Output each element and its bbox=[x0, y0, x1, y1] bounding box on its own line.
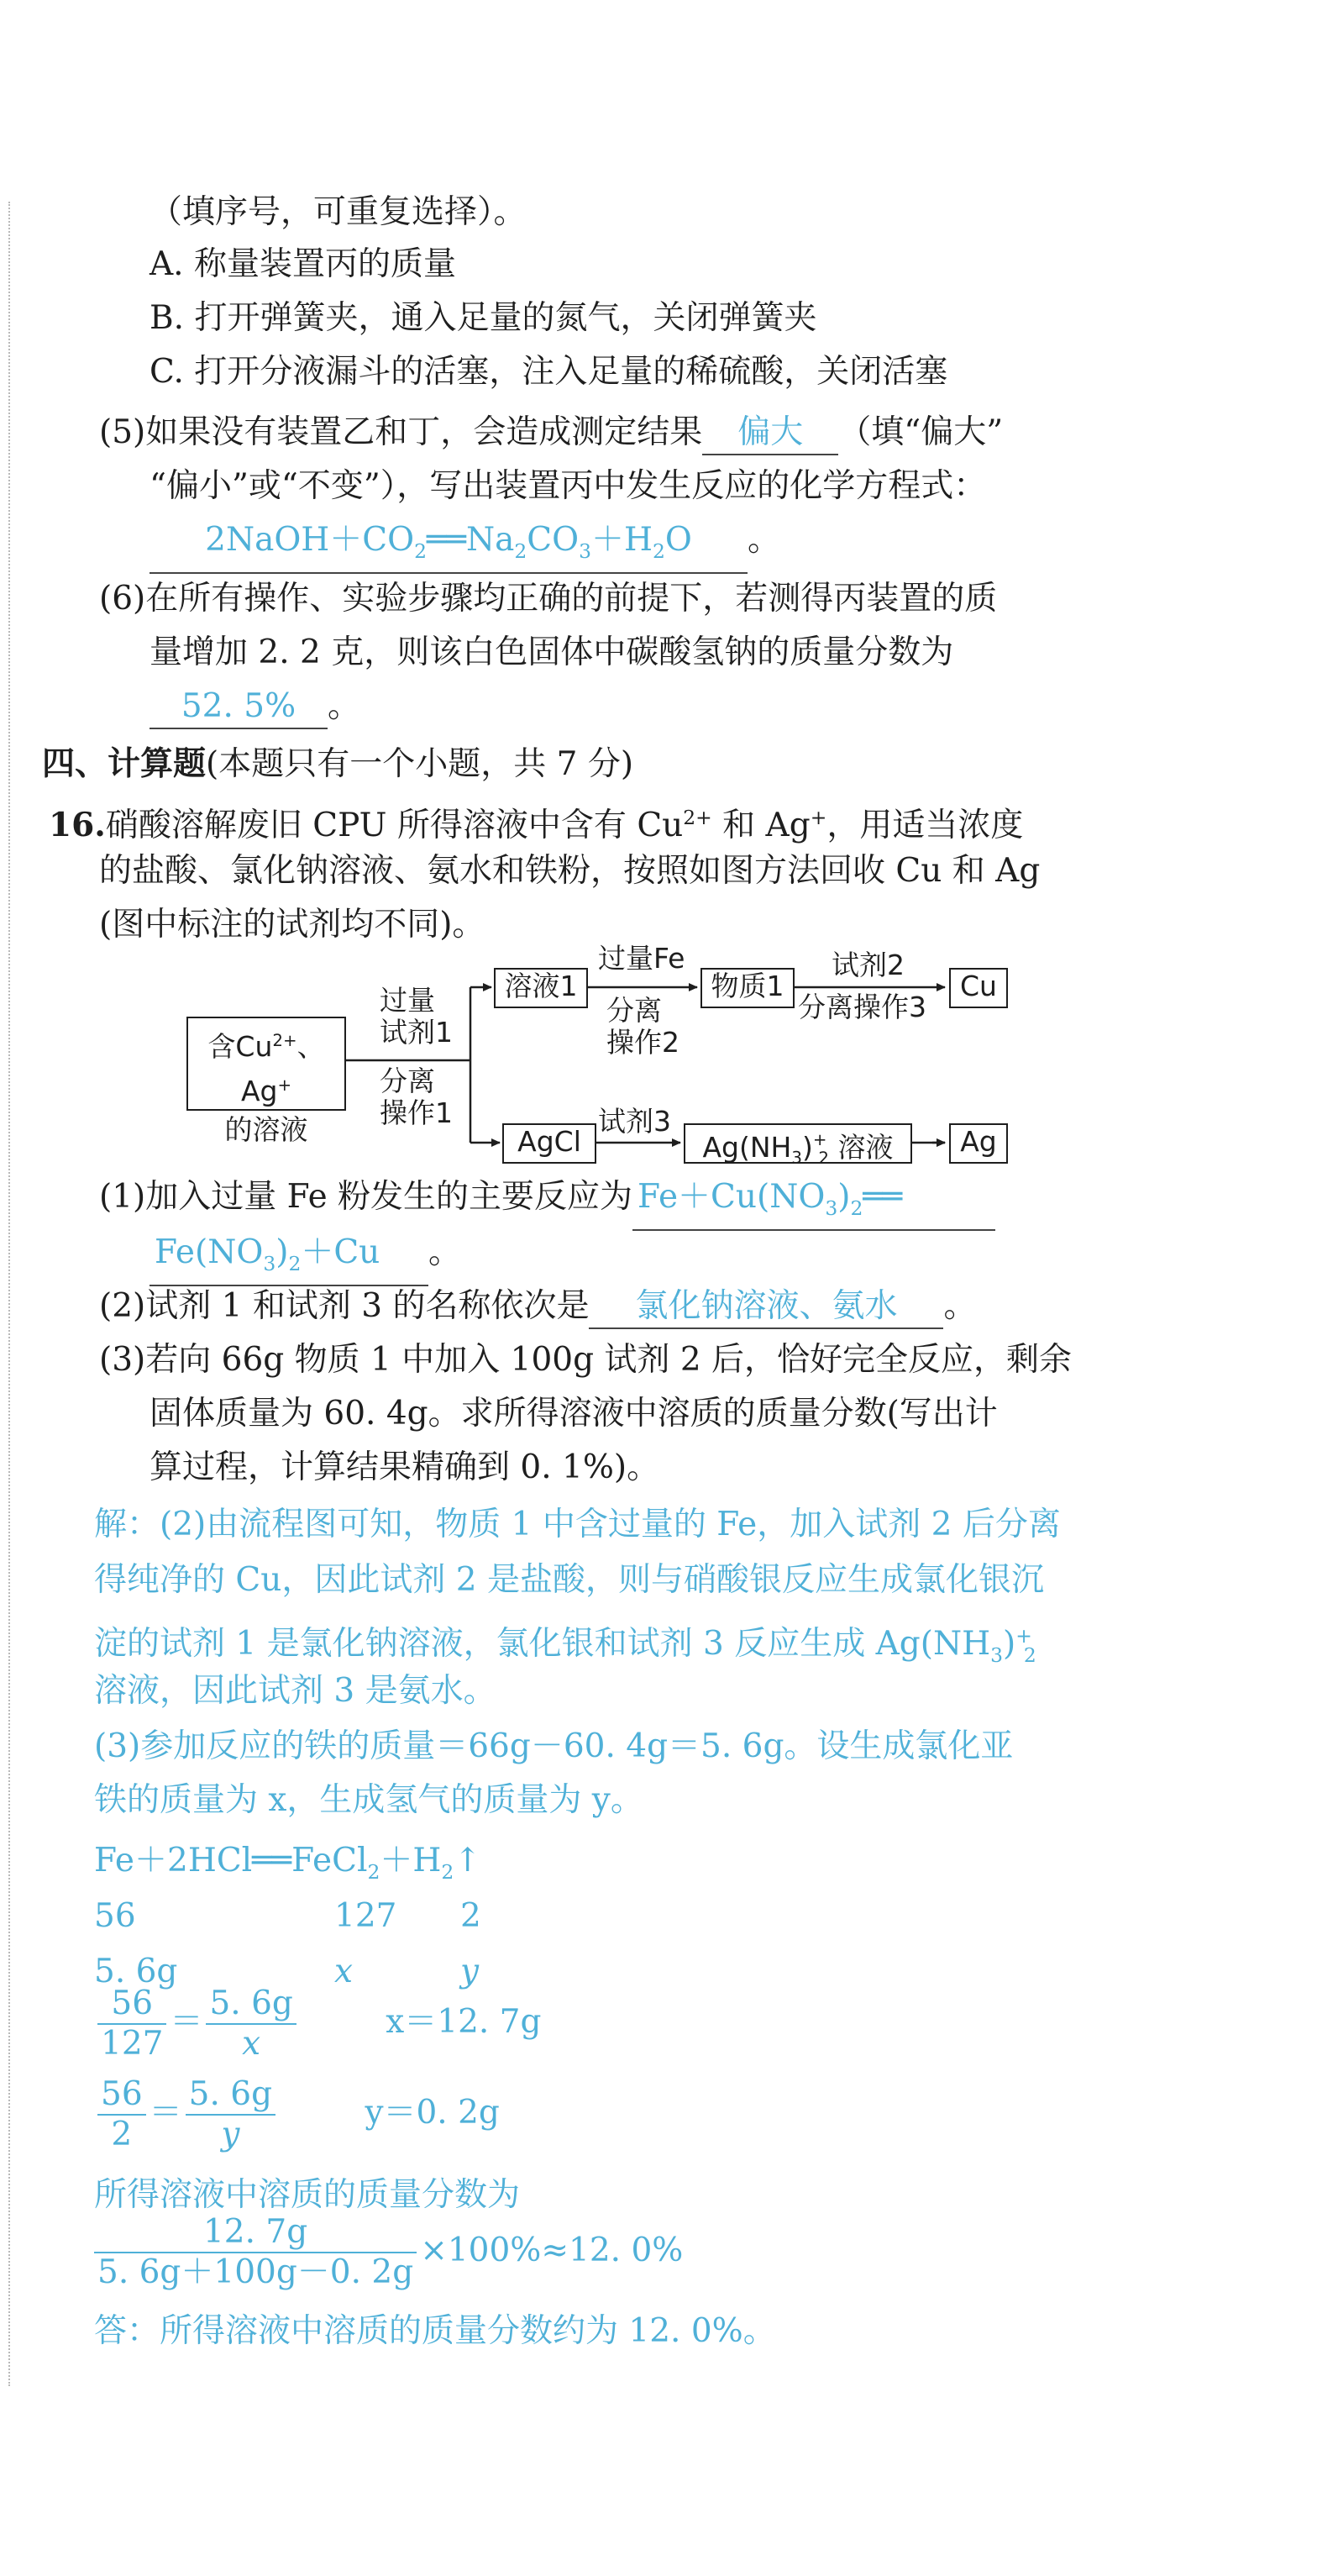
solution-line2: 得纯净的 Cu，因此试剂 2 是盐酸，则与硝酸银反应生成氯化银沉 bbox=[94, 1561, 1044, 1599]
label-reagent2: 试剂2 bbox=[832, 949, 905, 981]
q15-part6-line2: 量增加 2. 2 克，则该白色固体中碳酸氢钠的质量分数为 bbox=[150, 633, 954, 671]
label-operation2: 操作2 bbox=[606, 1026, 679, 1059]
answer-blank-6: 52. 5% bbox=[150, 686, 328, 729]
q16-part3-line1: (3)若向 66g 物质 1 中加入 100g 试剂 2 后，恰好完全反应，剩余 bbox=[99, 1341, 1073, 1379]
solution-equation: $Fe+2HCl══FeCl_2+H_2↑$ bbox=[94, 1842, 481, 1884]
label-operation1: 操作1 bbox=[380, 1096, 453, 1129]
final-fraction: $\frac{12. 7g}{5. 6g+100g-0. 2g}$ ×100%≈12. 0% bbox=[94, 2213, 683, 2292]
final-answer: 答：所得溶液中溶质的质量分数约为 12. 0%。 bbox=[94, 2312, 776, 2350]
section-heading: 四、计算题(本题只有一个小题，共 7 分) bbox=[42, 744, 634, 783]
label-reagent3: 试剂3 bbox=[598, 1105, 671, 1138]
label-separate-op3: 分离操作3 bbox=[798, 991, 926, 1023]
q15-part5-line1: (5)如果没有装置乙和丁，会造成测定结果 偏大 （填“偏大” bbox=[99, 412, 1003, 455]
answer-blank-equation: $2NaOH+CO_2══Na_2CO_3+H_2O$ bbox=[150, 519, 748, 574]
solution-line3: 淀的试剂 1 是氯化钠溶液，氯化银和试剂 3 反应生成 $Ag(NH_3)^+_2$ bbox=[94, 1624, 1036, 1667]
q15-part5-line2: “偏小”或“不变”），写出装置丙中发生反应的化学方程式： bbox=[150, 467, 987, 505]
answer-blank-1-cont: $Fe(NO_3)_2+Cu$ bbox=[150, 1232, 428, 1286]
var-y: y bbox=[460, 1953, 480, 1990]
answer-blank-1: $Fe+Cu(NO_3)_2══$ bbox=[632, 1176, 995, 1231]
molar-mass-fecl2: 127 bbox=[334, 1897, 397, 1935]
solution-line4: 溶液，因此试剂 3 是氨水。 bbox=[94, 1672, 496, 1710]
var-x: x bbox=[334, 1953, 353, 1990]
answer-blank-2: 氯化钠溶液、氨水 bbox=[589, 1285, 943, 1329]
q16-line1: 16.硝酸溶解废旧 CPU 所得溶液中含有 $Cu^{2+}$ 和 Ag+，用适当浓度 bbox=[49, 806, 1024, 844]
option-c: C. 打开分液漏斗的活塞，注入足量的稀硫酸，关闭活塞 bbox=[150, 353, 948, 391]
q15-part6-line1: (6)在所有操作、实验步骤均正确的前提下，若测得丙装置的质 bbox=[99, 580, 998, 618]
label-excess-fe: 过量Fe bbox=[598, 942, 685, 975]
label-separate-2: 分离 bbox=[606, 994, 662, 1027]
molar-mass-h2: 2 bbox=[460, 1897, 481, 1935]
solution-line6: 铁的质量为 x，生成氢气的质量为 y。 bbox=[94, 1781, 643, 1819]
silver-ammonia-solution-box: $Ag(NH_3)^+_2$ 溶液 bbox=[684, 1123, 912, 1164]
q16-line3: (图中标注的试剂均不同)。 bbox=[99, 906, 485, 944]
mass-fe: 5. 6g bbox=[94, 1953, 178, 1990]
start-solution-box: 含$Cu^{2+}$、Ag+ 的溶液 bbox=[186, 1017, 346, 1111]
label-reagent1: 试剂1 bbox=[380, 1016, 453, 1049]
proportion-y: $\frac{56}{2}$ ＝ $\frac{5. 6g}{y}$ y＝0. 2g bbox=[94, 2075, 500, 2154]
proportion-x: $\frac{56}{127}$ ＝ $\frac{5. 6g}{x}$ x＝12. 7g bbox=[94, 1985, 541, 2063]
q16-part3-line3: 算过程，计算结果精确到 0. 1%)。 bbox=[150, 1448, 660, 1486]
q16-part3-line2: 固体质量为 60. 4g。求所得溶液中溶质的质量分数(写出计 bbox=[150, 1395, 998, 1433]
solution-line1: 解：(2)由流程图可知，物质 1 中含过量的 Fe，加入试剂 2 后分离 bbox=[94, 1506, 1061, 1543]
option-b: B. 打开弹簧夹，通入足量的氮气，关闭弹簧夹 bbox=[150, 299, 817, 337]
q15-instruction: （填序号，可重复选择）。 bbox=[150, 193, 527, 231]
cu-box: Cu bbox=[949, 968, 1008, 1008]
option-a: A. 称量装置丙的质量 bbox=[150, 245, 456, 283]
molar-mass-fe: 56 bbox=[94, 1897, 136, 1935]
label-excess: 过量 bbox=[380, 984, 435, 1017]
q16-part1-line1: (1)加入过量 Fe 粉发生的主要反应为 $Fe+Cu(NO_3)_2══$ bbox=[99, 1176, 995, 1231]
q16-part1-line2: $Fe(NO_3)_2+Cu$ 。 bbox=[150, 1232, 461, 1286]
solution1-box: 溶液1 bbox=[494, 968, 588, 1008]
answer-blank-5: 偏大 bbox=[702, 412, 838, 455]
ag-box: Ag bbox=[949, 1123, 1008, 1164]
material1-box: 物质1 bbox=[700, 968, 795, 1008]
solution-line7: 所得溶液中溶质的质量分数为 bbox=[94, 2176, 521, 2214]
solution-line5: (3)参加反应的铁的质量＝66g－60. 4g＝5. 6g。设生成氯化亚 bbox=[94, 1727, 1014, 1765]
q16-part2: (2)试剂 1 和试剂 3 的名称依次是 氯化钠溶液、氨水 。 bbox=[99, 1285, 976, 1329]
label-separate-1: 分离 bbox=[380, 1065, 435, 1097]
q15-equation-line: $2NaOH+CO_2══Na_2CO_3+H_2O$ 。 bbox=[150, 519, 780, 574]
q15-part6-line3: 52. 5% 。 bbox=[150, 686, 360, 729]
question-number: 16. bbox=[49, 806, 106, 844]
agcl-box: AgCl bbox=[502, 1123, 596, 1164]
q16-line2: 的盐酸、氯化钠溶液、氨水和铁粉，按照如图方法回收 Cu 和 Ag bbox=[99, 852, 1041, 890]
